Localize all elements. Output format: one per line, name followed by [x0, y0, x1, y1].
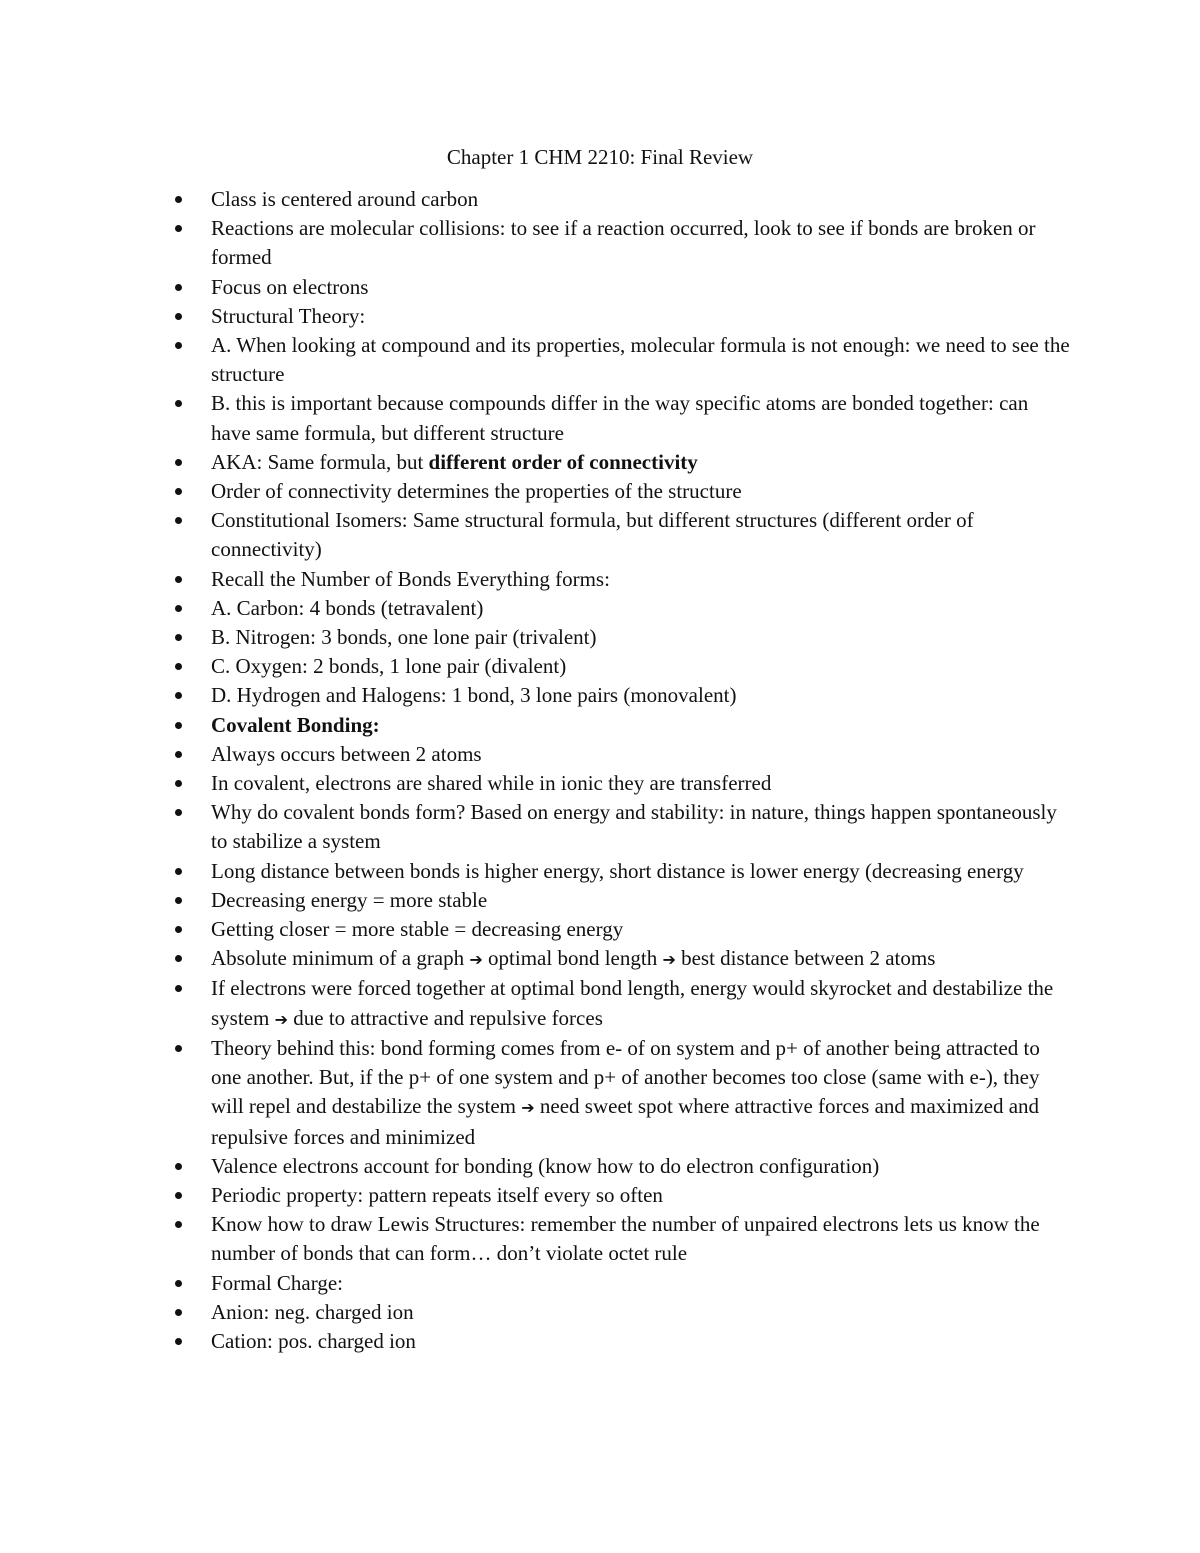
list-item: Periodic property: pattern repeats itself every so often	[172, 1181, 1072, 1210]
list-item: Always occurs between 2 atoms	[172, 740, 1072, 769]
list-item: Order of connectivity determines the properties of the structure	[172, 477, 1072, 506]
list-item: Cation: pos. charged ion	[172, 1327, 1072, 1356]
list-item: Constitutional Isomers: Same structural formula, but different structures (different order of connectivity)	[172, 506, 1072, 564]
list-item: If electrons were forced together at optimal bond length, energy would skyrocket and destabilize the system ➔ due to attractive and repulsive forces	[172, 974, 1072, 1033]
list-item: Formal Charge:	[172, 1269, 1072, 1298]
list-item: A. Carbon: 4 bonds (tetravalent)	[172, 594, 1072, 623]
right-arrow-icon: ➔	[662, 950, 676, 970]
list-item: D. Hydrogen and Halogens: 1 bond, 3 lone pairs (monovalent)	[172, 681, 1072, 710]
list-item: B. Nitrogen: 3 bonds, one lone pair (trivalent)	[172, 623, 1072, 652]
list-item: Getting closer = more stable = decreasing energy	[172, 915, 1072, 944]
list-item: Recall the Number of Bonds Everything forms:	[172, 565, 1072, 594]
list-item: C. Oxygen: 2 bonds, 1 lone pair (divalent)	[172, 652, 1072, 681]
list-item: Decreasing energy = more stable	[172, 886, 1072, 915]
list-item-heading	[172, 711, 1072, 740]
list-item: Structural Theory:	[172, 302, 1072, 331]
list-item: Long distance between bonds is higher energy, short distance is lower energy (decreasing energy	[172, 857, 1072, 886]
right-arrow-icon: ➔	[274, 1009, 288, 1029]
bold-emphasis: different order of connectivity	[428, 449, 698, 474]
list-item: In covalent, electrons are shared while in ionic they are transferred	[172, 769, 1072, 798]
list-item: Absolute minimum of a graph ➔ optimal bond length ➔ best distance between 2 atoms	[172, 944, 1072, 974]
list-item: A. When looking at compound and its properties, molecular formula is not enough: we need to see the structure	[172, 331, 1072, 389]
list-item: Reactions are molecular collisions: to see if a reaction occurred, look to see if bonds are broken or formed	[172, 214, 1072, 272]
bullet-list	[172, 185, 1072, 1356]
page-title: Chapter 1 CHM 2210: Final Review	[446, 145, 754, 169]
list-item: Valence electrons account for bonding (know how to do electron configuration)	[172, 1152, 1072, 1181]
list-item: Know how to draw Lewis Structures: remember the number of unpaired electrons lets us know the number of bonds that can form… don’t violate octet rule	[172, 1210, 1072, 1268]
list-item: B. this is important because compounds differ in the way specific atoms are bonded together: can have same formula, but different structure	[172, 389, 1072, 447]
list-item: Anion: neg. charged ion	[172, 1298, 1072, 1327]
list-item: Class is centered around carbon	[172, 185, 1072, 214]
section-heading: Covalent Bonding:	[211, 712, 380, 737]
right-arrow-icon: ➔	[469, 950, 483, 970]
list-item: Why do covalent bonds form? Based on energy and stability: in nature, things happen spontaneously to stabilize a system	[172, 798, 1072, 856]
right-arrow-icon: ➔	[521, 1098, 535, 1118]
list-item: Theory behind this: bond forming comes from e- of on system and p+ of another being attracted to one another. But, if the p+ of one system and p+ of another becomes too close (same with e-), they will repel and destabilize the system ➔ need sweet spot where attractive forces and maximized and repulsive forces and minimized	[172, 1034, 1072, 1152]
list-item: Focus on electrons	[172, 273, 1072, 302]
list-item: AKA: Same formula, but different order of connectivity	[172, 448, 1072, 477]
